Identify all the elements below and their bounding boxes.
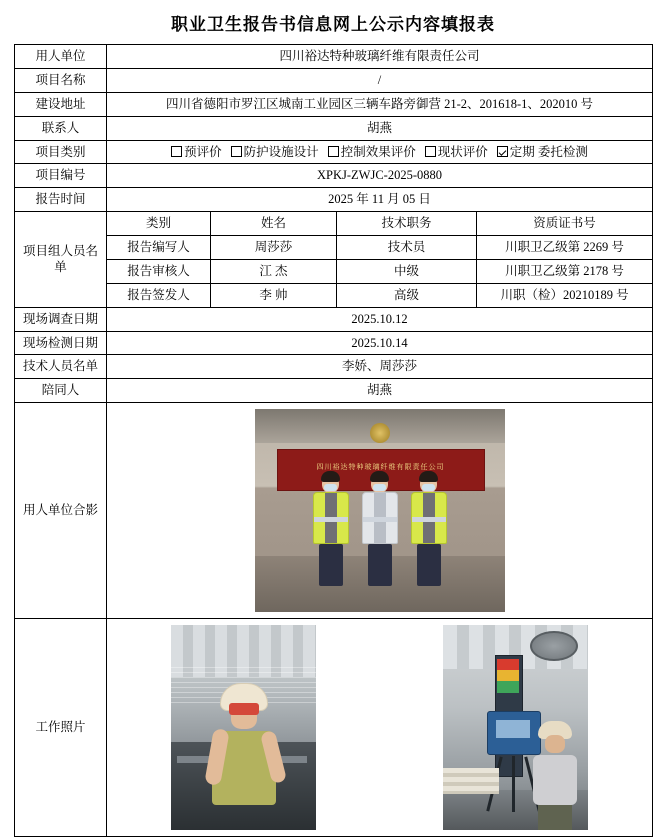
table-row [15,68,653,92]
table-row [15,355,653,379]
person-figure [407,471,451,586]
team-row-name: 李 帅 [211,283,337,307]
project-type-checkbox-group [109,144,650,161]
work-photo-label: 工作照片 [15,619,107,837]
table-row [15,45,653,69]
team-row-cert: 川职卫乙级第 2269 号 [477,236,653,260]
checkbox-control-effect[interactable]: 控制效果评价 [328,144,416,161]
report-time-value: 2025 年 11 月 05 日 [107,188,653,212]
page-title: 职业卫生报告书信息网上公示内容填报表 [171,15,495,34]
group-photo-label: 用人单位合影 [15,403,107,619]
table-row [15,164,653,188]
table-row [15,403,653,619]
emblem-icon [370,423,390,443]
project-code-value: XPKJ-ZWJC-2025-0880 [107,164,653,188]
team-row-post: 高级 [337,283,477,307]
signal-lamp [497,659,519,693]
table-row [15,116,653,140]
team-header-cert: 资质证书号 [477,212,653,236]
escort-value: 胡燕 [107,379,653,403]
person-figure [358,471,402,586]
team-row-post: 技术员 [337,236,477,260]
table-row [15,307,653,331]
test-date-value: 2025.10.14 [107,331,653,355]
person-figure [528,721,582,830]
project-name-value: / [107,68,653,92]
team-row-name: 江 杰 [211,259,337,283]
project-name-label: 项目名称 [15,68,107,92]
team-label: 项目组人员名单 [15,212,107,308]
project-code-label: 项目编号 [15,164,107,188]
table-row [15,92,653,116]
group-photo-cell [107,403,653,619]
team-row-category: 报告签发人 [107,283,211,307]
checkbox-protective-design[interactable]: 防护设施设计 [231,144,319,161]
banner: 四川裕达特种玻璃纤维有限责任公司 [277,449,485,491]
tech-staff-label: 技术人员名单 [15,355,107,379]
team-row-cert: 川职卫乙级第 2178 号 [477,259,653,283]
checkbox-status-evaluation[interactable]: 现状评价 [425,144,488,161]
person-figure [309,471,353,586]
table-row [15,331,653,355]
employer-label: 用人单位 [15,45,107,69]
address-value: 四川省德阳市罗江区城南工业园区三辆车路旁御营 21-2、201618-1、202010 号 [107,92,653,116]
team-row-post: 中级 [337,259,477,283]
table-row [15,212,653,236]
group-photo-image [255,409,505,612]
team-header-name: 姓名 [211,212,337,236]
address-label: 建设地址 [15,92,107,116]
survey-date-value: 2025.10.12 [107,307,653,331]
team-row-category: 报告编写人 [107,236,211,260]
team-row-cert: 川职（检）20210189 号 [477,283,653,307]
contact-label: 联系人 [15,116,107,140]
survey-date-label: 现场调查日期 [15,307,107,331]
employer-value: 四川裕达特种玻璃纤维有限责任公司 [107,45,653,69]
report-table [14,44,653,837]
tech-staff-value: 李娇、周莎莎 [107,355,653,379]
table-row [15,140,653,164]
team-row-category: 报告审核人 [107,259,211,283]
team-header-post: 技术职务 [337,212,477,236]
project-type-label: 项目类别 [15,140,107,164]
project-type-value [107,140,653,164]
table-row [15,259,653,283]
table-row [15,188,653,212]
table-row [15,283,653,307]
test-date-label: 现场检测日期 [15,331,107,355]
checkbox-periodic-commissioned-test[interactable]: 定期 委托检测 [497,144,588,161]
team-row-name: 周莎莎 [211,236,337,260]
checkbox-pre-evaluation[interactable]: 预评价 [171,144,222,161]
escort-label: 陪同人 [15,379,107,403]
table-row [15,379,653,403]
team-header-category: 类别 [107,212,211,236]
contact-value: 胡燕 [107,116,653,140]
work-photo-image-2 [443,625,588,830]
table-row [15,619,653,837]
fan-icon [530,631,578,661]
report-time-label: 报告时间 [15,188,107,212]
work-photo-image-1 [171,625,316,830]
work-photo-cell [107,619,653,837]
table-row [15,236,653,260]
